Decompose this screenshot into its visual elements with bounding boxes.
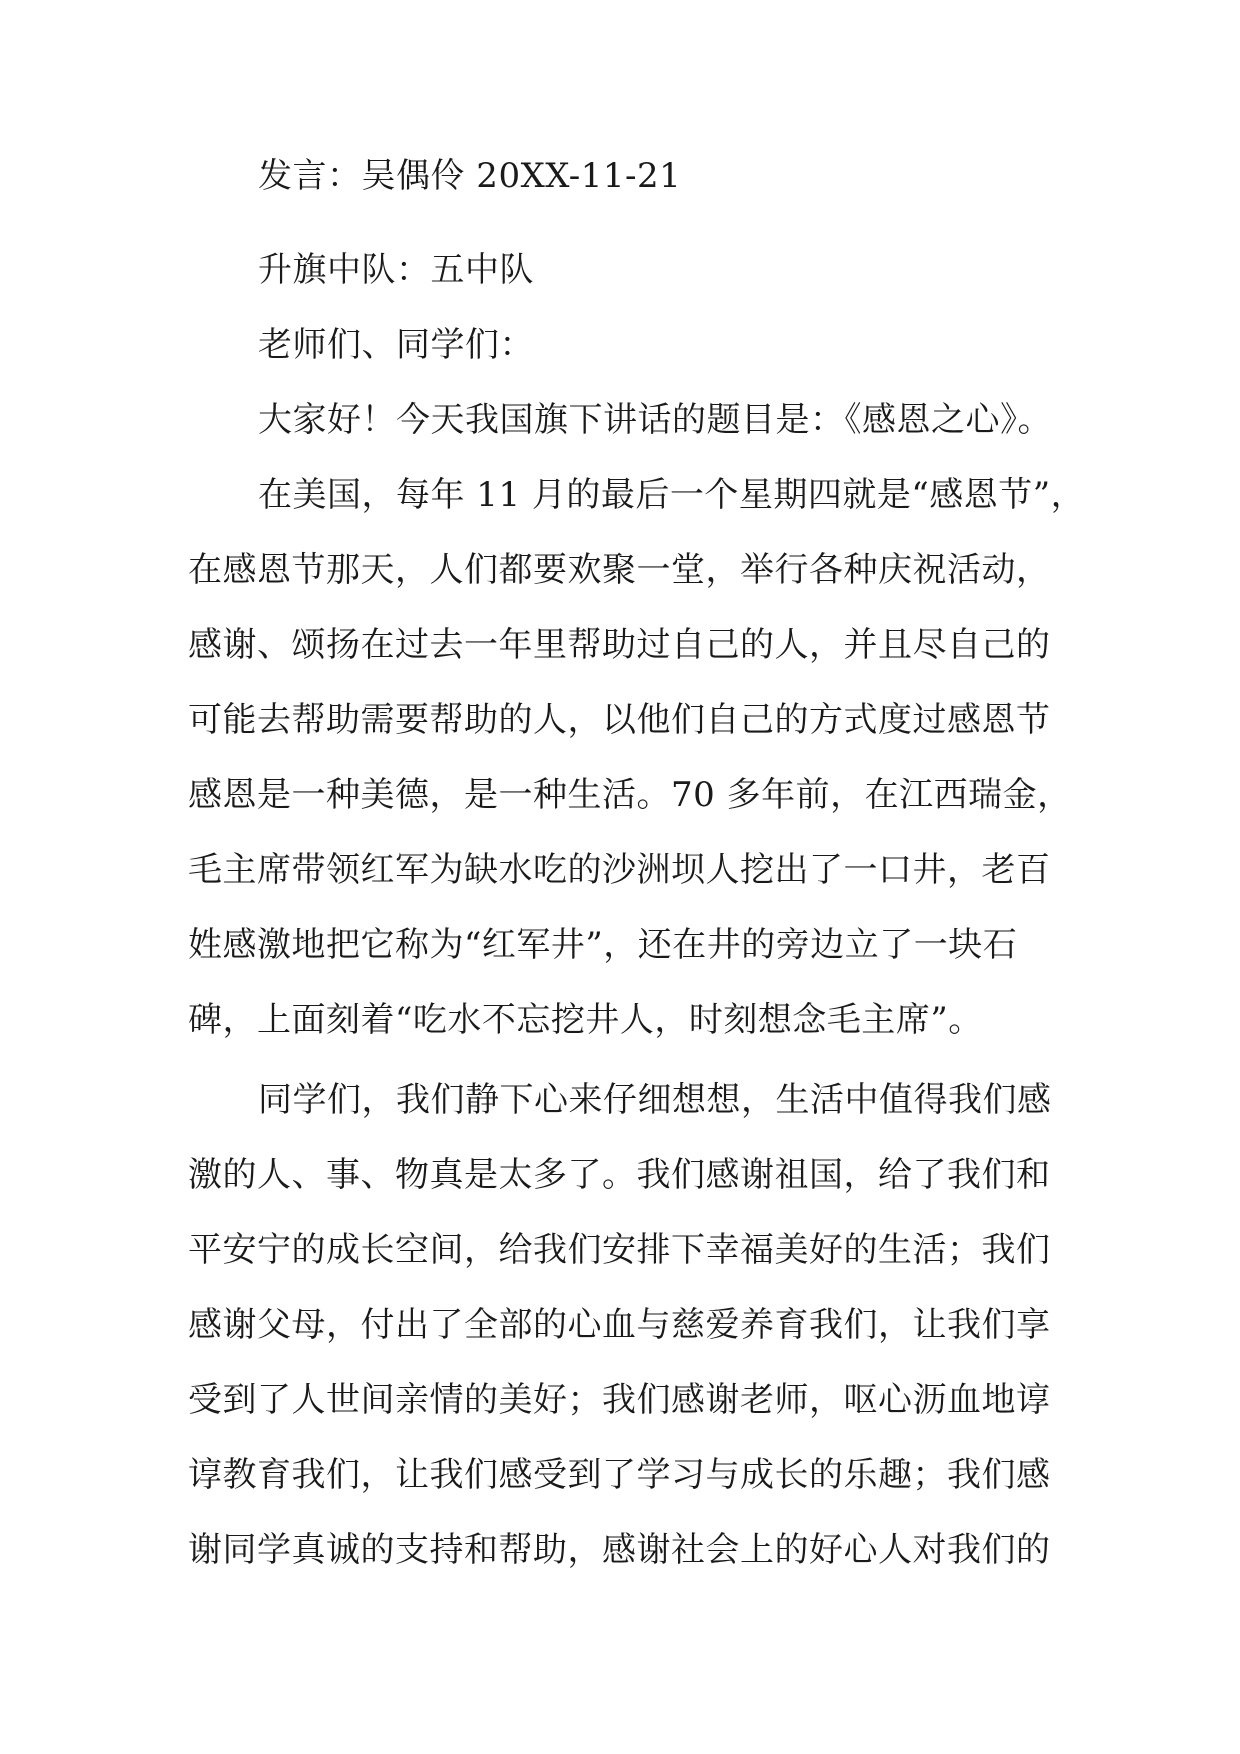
paragraph1-line: 在美国，每年 11 月的最后一个星期四就是“感恩节”， xyxy=(258,475,1086,515)
paragraph2-line: 激的人、事、物真是太多了。我们感谢祖国，给了我们和 xyxy=(188,1155,1051,1195)
paragraph2-line: 受到了人世间亲情的美好；我们感谢老师，呕心沥血地谆 xyxy=(188,1380,1051,1420)
paragraph1-line: 在感恩节那天，人们都要欢聚一堂，举行各种庆祝活动， xyxy=(188,550,1051,590)
paragraph1-line: 感恩是一种美德，是一种生活。70 多年前，在江西瑞金， xyxy=(188,775,1072,815)
greeting-line: 老师们、同学们： xyxy=(258,325,534,365)
paragraph2-line: 感谢父母，付出了全部的心血与慈爱养育我们，让我们享 xyxy=(188,1305,1051,1345)
paragraph1-line: 姓感激地把它称为“红军井”，还在井的旁边立了一块石 xyxy=(188,925,1018,965)
paragraph1-line: 感谢、颂扬在过去一年里帮助过自己的人，并且尽自己的 xyxy=(188,625,1051,665)
speaker-line: 发言：吴偶伶 20XX-11-21 xyxy=(258,156,682,196)
flag-team-line: 升旗中队：五中队 xyxy=(258,250,534,290)
topic-line: 大家好！今天我国旗下讲话的题目是：《感恩之心》。 xyxy=(258,400,1052,440)
paragraph1-line: 碑，上面刻着“吃水不忘挖井人，时刻想念毛主席”。 xyxy=(188,1000,983,1040)
paragraph2-line: 谢同学真诚的支持和帮助，感谢社会上的好心人对我们的 xyxy=(188,1530,1051,1570)
paragraph1-line: 毛主席带领红军为缺水吃的沙洲坝人挖出了一口井，老百 xyxy=(188,850,1051,890)
paragraph1-line: 可能去帮助需要帮助的人，以他们自己的方式度过感恩节 xyxy=(188,700,1051,740)
paragraph2-line: 平安宁的成长空间，给我们安排下幸福美好的生活；我们 xyxy=(188,1230,1051,1270)
paragraph2-line: 谆教育我们，让我们感受到了学习与成长的乐趣；我们感 xyxy=(188,1455,1051,1495)
paragraph2-line: 同学们，我们静下心来仔细想想，生活中值得我们感 xyxy=(258,1080,1052,1120)
